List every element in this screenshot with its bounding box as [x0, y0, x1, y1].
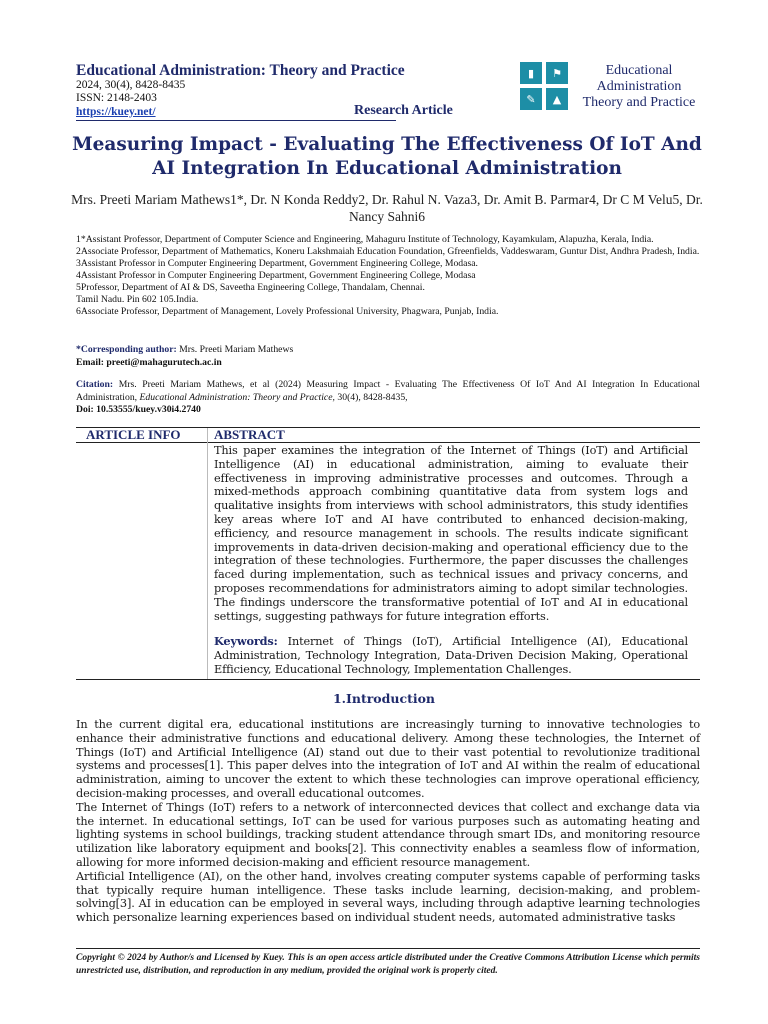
affiliation-5-cont: Tamil Nadu. Pin 602 105.India. — [76, 294, 199, 305]
keywords-label: Keywords: — [214, 634, 278, 648]
affiliation-4: 4Assistant Professor in Computer Engineering Department, Government Engineering College, Modasa — [76, 270, 476, 281]
affiliation-1: 1*Assistant Professor, Department of Computer Science and Engineering, Mahaguru Institute of Technology, Kayamkulam, Alapuzha, Kerala, India. — [76, 234, 654, 245]
logo-mark — [520, 62, 570, 112]
affiliations — [76, 234, 700, 318]
abstract-heading: ABSTRACT — [214, 427, 285, 442]
book-icon: ▮ — [520, 62, 542, 84]
article-info-heading: ARTICLE INFO — [86, 427, 181, 442]
citation-doi: Doi: 10.53555/kuey.v30i4.2740 — [76, 404, 201, 415]
intro-paragraph-3: Artificial Intelligence (AI), on the other hand, involves creating computer systems capable of performing tasks that typically require human intelligence. These tasks include learning, decision-making, and problem-solving[3]. AI in education can be employed in several ways, including through adaptive learning technologies which personalize learning experiences based on individual student needs, automated administrative tasks — [76, 869, 700, 925]
citation-journal: Educational Administration: Theory and Practice, — [139, 391, 335, 403]
section-heading-introduction: 1.Introduction — [332, 691, 436, 706]
citation-text: Mrs. Preeti Mariam Mathews, et al (2024) Measuring Impact - Evaluating The Effectiveness Of IoT And AI Integration In Educational Administration, — [76, 379, 700, 403]
citation — [76, 379, 700, 417]
affiliation-3: 3Assistant Professor in Computer Engineering Department, Government Engineering College, Modasa. — [76, 258, 478, 269]
keywords — [214, 635, 688, 676]
journal-link[interactable]: https://kuey.net/ — [76, 106, 156, 118]
logo-line-2: Administration — [596, 79, 682, 94]
affiliation-5: 5Professor, Department of AI & DS, Saveetha Engineering College, Thandalam, Chennai. — [76, 282, 425, 293]
citation-volume: 30(4), 8428-8435, — [337, 391, 408, 403]
logo-text — [574, 63, 704, 111]
journal-title: Educational Administration: Theory and Practice — [76, 62, 405, 79]
intro-paragraph-2: The Internet of Things (IoT) refers to a network of interconnected devices that collect and exchange data via the internet. In educational settings, IoT can be used for various purposes such as automating heating and lighting systems in school buildings, tracking student attendance through smart IDs, and monitoring resource utilization like laboratory equipment and books[2]. This connectivity enables a seamless flow of information, allowing for more informed decision-making and efficient resource management. — [76, 800, 700, 869]
affiliation-6: 6Associate Professor, Department of Management, Lovely Professional University, Phagwara, Punjab, India. — [76, 306, 499, 317]
paper-title: Measuring Impact - Evaluating The Effectiveness Of IoT And AI Integration In Educational Administration — [72, 134, 702, 179]
affiliation-2: 2Associate Professor, Department of Mathematics, Koneru Lakshmaiah Education Foundation, Gfreenfields, Vaddeswaram, Guntur Dist, Andhra Pradesh, India. — [76, 246, 700, 257]
corresponding-label: *Corresponding author: — [76, 344, 177, 355]
intro-paragraph-1: In the current digital era, educational institutions are increasingly turning to innovative technologies to enhance their administrative functions and educational delivery. Among these technologies, the Internet of Things (IoT) and Artificial Intelligence (AI) stand out due to their vast potential to revolutionize traditional systems and processes[1]. This paper delves into the integration of IoT and AI within the realm of educational administration, aiming to uncover the extent to which these technologies can improve operational efficiency, decision-making processes, and overall educational outcomes. — [76, 718, 700, 800]
footer-rule — [76, 948, 700, 949]
abstract-text: This paper examines the integration of the Internet of Things (IoT) and Artificial Intelligence (AI) in educational administration, aiming to evaluate their effectiveness in improving administrative processes and outcomes. Through a mixed-methods approach combining quantitative data from system logs and qualitative insights from interviews with school administrators, this study identifies key areas where IoT and AI have contributed to enhanced decision-making, efficiency, and resource management in schools. The results indicate significant improvements in data-driven decision-making and operational efficiency due to the integration of these technologies. Furthermore, the paper discusses the challenges faced during implementation, such as technical issues and privacy concerns, and proposes recommendations for administrators aiming to adopt similar technologies. The findings underscore the transformative potential of IoT and AI in educational settings, suggesting pathways for future integration efforts. — [214, 444, 688, 623]
abstract-divider — [207, 428, 208, 679]
citation-label: Citation: — [76, 379, 114, 390]
logo-line-1: Educational — [605, 63, 673, 78]
journal-volume: 2024, 30(4), 8428-8435 — [76, 79, 186, 91]
abstract-rule-bottom — [76, 679, 700, 680]
shapes-icon: ▲ — [546, 88, 568, 110]
journal-logo — [520, 62, 706, 112]
header-rule — [76, 120, 396, 121]
article-type-label: Research Article — [354, 103, 453, 118]
corresponding-name: Mrs. Preeti Mariam Mathews — [179, 344, 294, 355]
introduction-body — [76, 718, 700, 925]
copyright-footer: Copyright © 2024 by Author/s and Licensed by Kuey. This is an open access article distributed under the Creative Commons Attribution License which permits unrestricted use, distribution, and reproduction in any medium, provided the original work is properly cited. — [76, 953, 700, 976]
bookmark-icon: ⚑ — [546, 62, 568, 84]
email-line: Email: preeti@mahagurutech.ac.in — [76, 357, 222, 368]
pencil-icon: ✎ — [520, 88, 542, 110]
logo-line-3: Theory and Practice — [582, 95, 696, 110]
keywords-text: Internet of Things (IoT), Artificial Intelligence (AI), Educational Administration, Technology Integration, Data-Driven Decision Making, Operational Efficiency, Educational Technology, Implementation Challenges. — [214, 635, 688, 676]
author-list: Mrs. Preeti Mariam Mathews1*, Dr. N Konda Reddy2, Dr. Rahul N. Vaza3, Dr. Amit B. Parmar4, Dr C M Velu5, Dr. Nancy Sahni6 — [71, 192, 703, 224]
journal-issn: ISSN: 2148-2403 — [76, 92, 157, 104]
corresponding-author — [76, 343, 700, 369]
